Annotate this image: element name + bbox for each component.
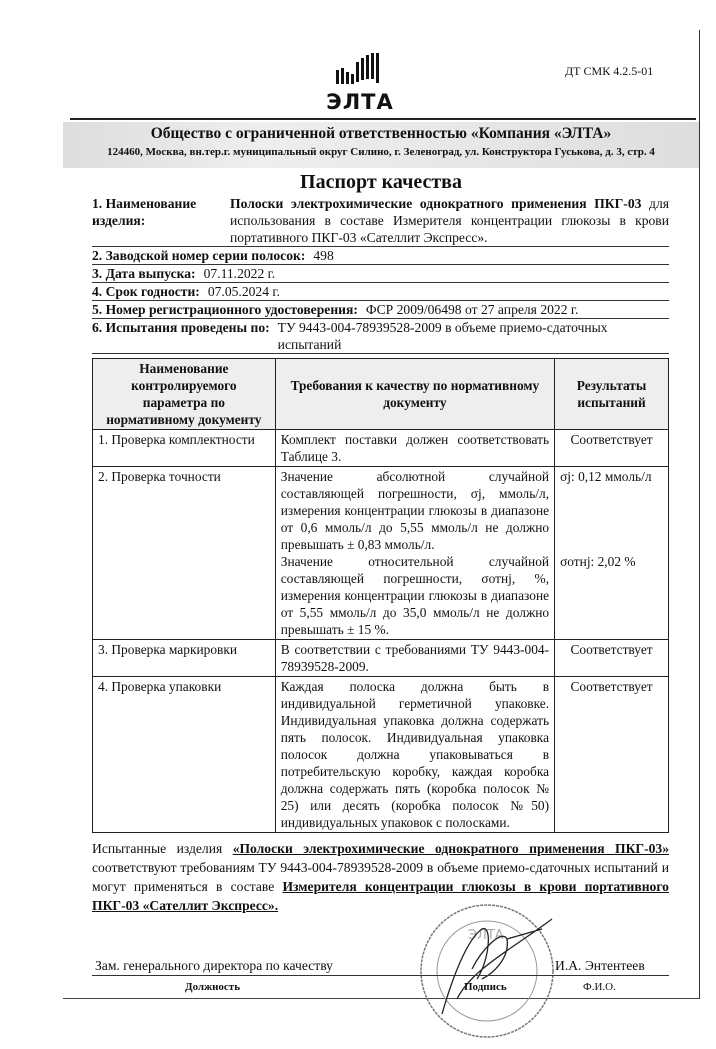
field-value: ФСР 2009/06498 от 27 апреля 2022 г. [365,302,579,317]
requirement-cell: Каждая полоска должна быть в индивидуальной герметичной упаковке. Индивидуальная упаковка должна содержать пять полосок. Индивидуальная упаковка полосок должна упаковываться в потребительскую коробку, каждая коробка должна содержать пять (коробка полосок № 25) или десять (коробка полосок №50) индивидуальных упаковок с полосками. [275,677,554,833]
field-value: 498 [313,248,334,263]
elta-logo [315,52,405,114]
logo-text: ЭЛТА [326,90,394,114]
result-text: σотнj: 2,02 % [560,554,636,569]
field-value: ТУ 9443-004-78939528-2009 в объеме приемо-сдаточных испытаний [277,320,608,352]
field-label: 1. Наименование изделия: [92,196,197,228]
field-product-name [92,195,669,247]
page-title: Паспорт качества [300,171,462,193]
table-row [93,467,669,640]
conclusion-device: Измерителя концентрации глюкозы в крови портативного ПКГ-03 «Сателлит Экспресс». [92,879,669,913]
conclusion-paragraph [92,839,669,915]
field-label: 2. Заводской номер серии полосок: [92,248,306,263]
quality-table [92,358,669,833]
param-cell: 3. Проверка маркировки [93,640,276,677]
field-serial [92,247,669,265]
field-label: 3. Дата выпуска: [92,266,196,281]
signature-block [92,929,669,1039]
result-cell: Соответствует [555,640,669,677]
signer-name: И.А. Энтентеев [555,958,645,973]
requirement-cell [275,467,554,640]
position-label: Должность [185,981,241,993]
field-registration [92,301,669,319]
conclusion-text: соответствуют требованиям ТУ 9443-004-78939528-2009 в объеме приемо-сдаточных испытаний и могут применяться в составе [92,860,669,894]
param-cell: 1. Проверка комплектности [93,430,276,467]
company-name: Общество с ограниченной ответственностью «Компания «ЭЛТА» [150,125,612,142]
conclusion-product: «Полоски электрохимические однократного применения ПКГ-03» [232,841,669,856]
svg-text:ЭЛТА: ЭЛТА [468,928,504,943]
conclusion-text: Испытанные изделия [92,841,233,856]
column-header: Результаты испытаний [555,359,669,430]
field-label: 6. Испытания проведены по: [92,320,270,335]
table-row [93,677,669,833]
field-tests [92,319,669,354]
column-header: Требования к качеству по нормативному документу [275,359,554,430]
product-name-bold: Полоски электрохимические однократного применения ПКГ-03 [230,196,642,211]
requirement-text: Значение абсолютной случайной составляющей погрешности, σj, ммоль/л, измерения концентрации глюкозы в диапазоне от 0,6 ммоль/л до 5,55 ммоль/л не должно превышать ± 0,83 ммоль/л. [280,469,550,552]
result-cell: Соответствует [555,677,669,833]
product-name-rest: для использования в составе Измерителя концентрации глюкозы в крови портативного ПКГ-03 «Сателлит Экспресс». [230,196,670,245]
field-expiry-date [92,283,669,301]
doc-code: ДТ СМК 4.2.5-01 [565,64,654,78]
sign-label: Подпись [464,981,507,993]
table-header-row [93,359,669,430]
field-value [230,195,669,246]
field-label: 4. Срок годности: [92,284,200,299]
table-row [93,640,669,677]
requirement-cell: Комплект поставки должен соответствовать Таблице 3. [275,430,554,467]
field-release-date [92,265,669,283]
result-cell: Соответствует [555,430,669,467]
result-text: σj: 0,12 ммоль/л [560,469,652,484]
company-address: 124460, Москва, вн.тер.г. муниципальный округ Силино, г. Зеленоград, ул. Конструктора Гуськова, д. 3, стр. 4 [107,146,655,158]
requirement-cell: В соответствии с требованиями ТУ 9443-004-78939528-2009. [275,640,554,677]
signature-line [92,975,669,976]
field-label: 5. Номер регистрационного удостоверения: [92,302,358,317]
company-stamp-icon [412,899,562,1049]
param-cell: 4. Проверка упаковки [93,677,276,833]
logo-bars-icon [330,52,390,86]
signer-position: Зам. генерального директора по качеству [95,958,333,973]
document-body [92,195,669,1039]
param-cell: 2. Проверка точности [93,467,276,640]
requirement-text: Значение относительной случайной составляющей погрешности, σотнj, %, измерения концентрации глюкозы в диапазоне от 5,55 ммоль/л до 35,0 ммоль/л не должно превышать ± 15 %. [280,554,550,637]
header-divider [70,118,696,120]
name-label: Ф.И.О. [583,981,616,993]
field-value: 07.11.2022 г. [203,266,276,281]
field-value: 07.05.2024 г. [207,284,280,299]
table-row [93,430,669,467]
result-cell [555,467,669,640]
column-header: Наименование контролируемого параметра по нормативному документу [93,359,276,430]
